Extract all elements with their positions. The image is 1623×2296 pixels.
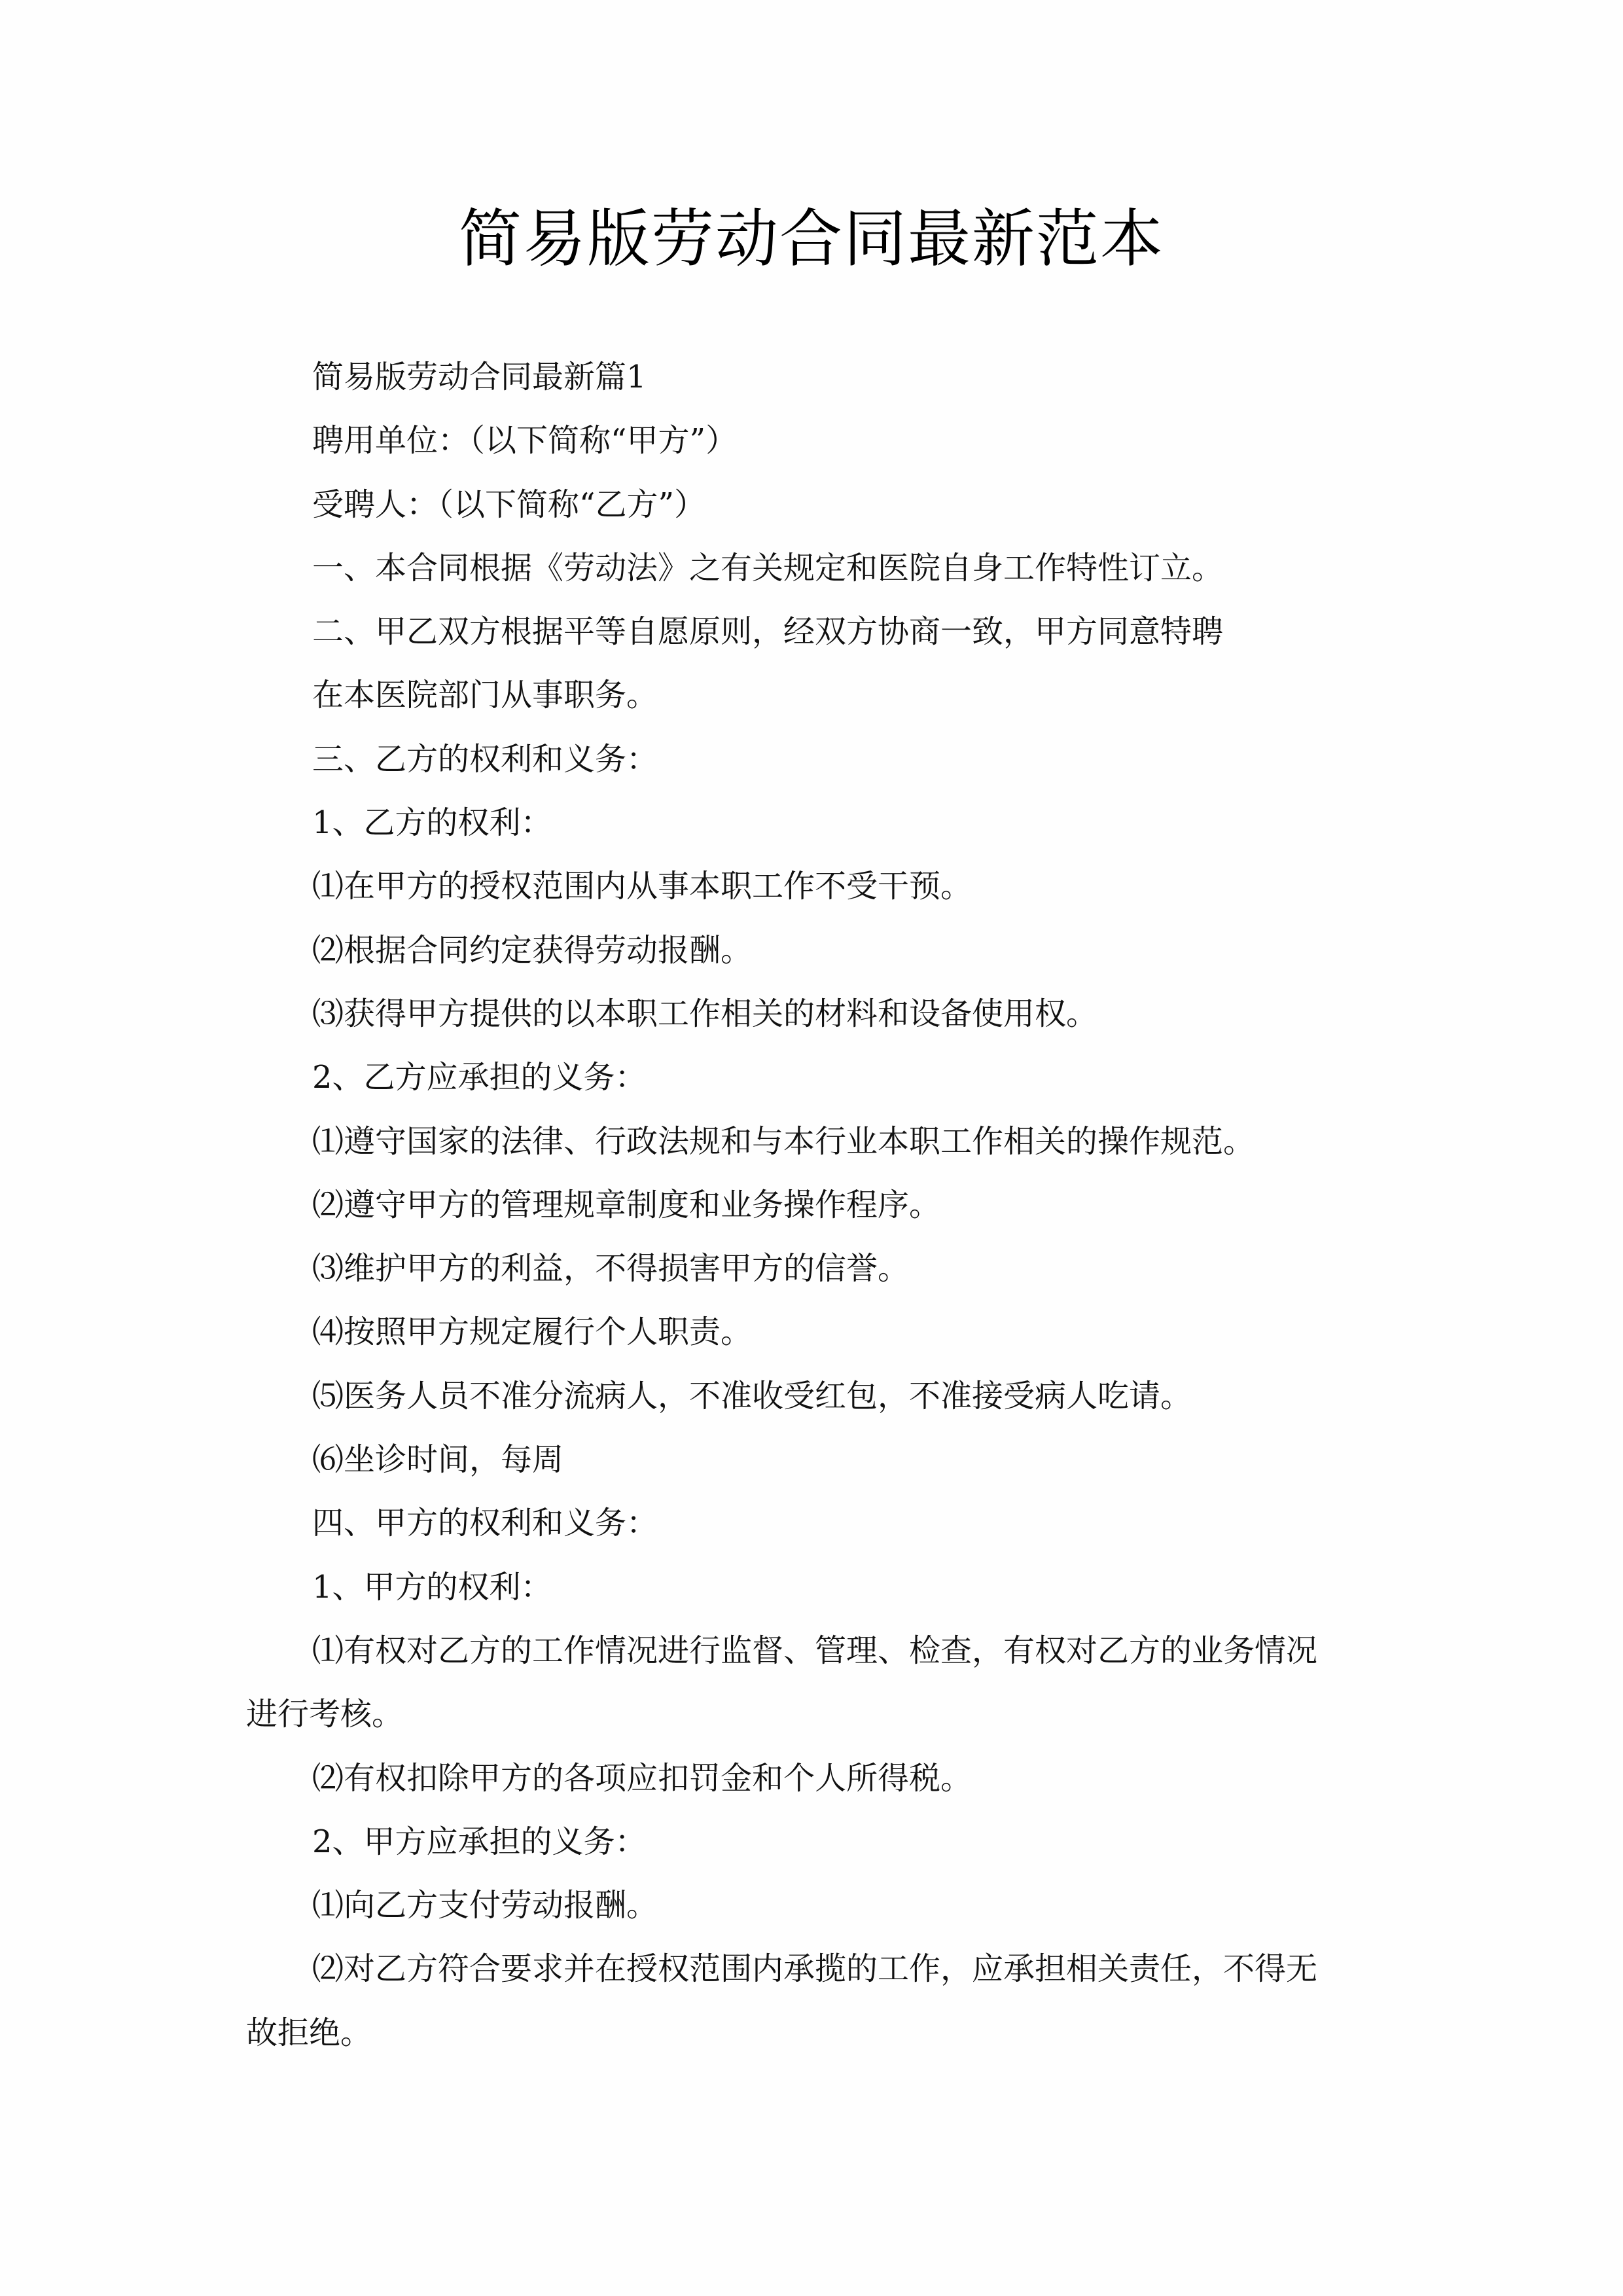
list-item: ⑴有权对乙方的工作情况进行监督、管理、检查，有权对乙方的业务情况 (312, 1632, 1318, 1669)
list-item: ⑴在甲方的授权范围内从事本职工作不受干预。 (312, 868, 972, 905)
clause-4-heading: 四、甲方的权利和义务： (312, 1505, 658, 1542)
clause-3-heading: 三、乙方的权利和义务： (312, 740, 658, 778)
list-item: ⑴遵守国家的法律、行政法规和与本行业本职工作相关的操作规范。 (312, 1122, 1255, 1160)
list-item: ⑸医务人员不准分流病人，不准收受红包，不准接受病人吃请。 (312, 1377, 1192, 1414)
subsection-heading: 2、甲方应承担的义务： (312, 1823, 647, 1860)
list-item: ⑴向乙方支付劳动报酬。 (312, 1887, 658, 1924)
clause-2-continued: 在本医院部门从事职务。 (312, 677, 658, 714)
list-item: ⑵有权扣除甲方的各项应扣罚金和个人所得税。 (312, 1759, 972, 1797)
list-item: ⑵对乙方符合要求并在授权范围内承揽的工作，应承担相关责任，不得无 (312, 1950, 1318, 1988)
list-item: ⑵遵守甲方的管理规章制度和业务操作程序。 (312, 1186, 941, 1223)
list-item: ⑶维护甲方的利益，不得损害甲方的信誉。 (312, 1250, 910, 1287)
list-item: ⑶获得甲方提供的以本职工作相关的材料和设备使用权。 (312, 995, 1098, 1032)
subsection-heading: 1、乙方的权利： (312, 804, 552, 842)
employee-line: 受聘人：（以下简称“乙方”） (312, 486, 706, 523)
subsection-heading: 2、乙方应承担的义务： (312, 1059, 647, 1096)
list-item-continued: 故拒绝。 (246, 2014, 372, 2051)
employer-line: 聘用单位：（以下简称“甲方”） (312, 422, 738, 459)
clause-1: 一、本合同根据《劳动法》之有关规定和医院自身工作特性订立。 (312, 549, 1224, 586)
list-item-continued: 进行考核。 (246, 1696, 404, 1733)
list-item: ⑷按照甲方规定履行个人职责。 (312, 1314, 753, 1351)
subsection-heading: 1、甲方的权利： (312, 1568, 552, 1605)
list-item: ⑵根据合同约定获得劳动报酬。 (312, 931, 753, 969)
section-heading: 简易版劳动合同最新篇1 (312, 359, 647, 395)
list-item: ⑹坐诊时间，每周 (312, 1441, 564, 1479)
document-body (246, 346, 1378, 2065)
document-title: 简易版劳动合同最新范本 (459, 202, 1164, 276)
clause-2: 二、甲乙双方根据平等自愿原则，经双方协商一致，甲方同意特聘 (312, 613, 1224, 651)
